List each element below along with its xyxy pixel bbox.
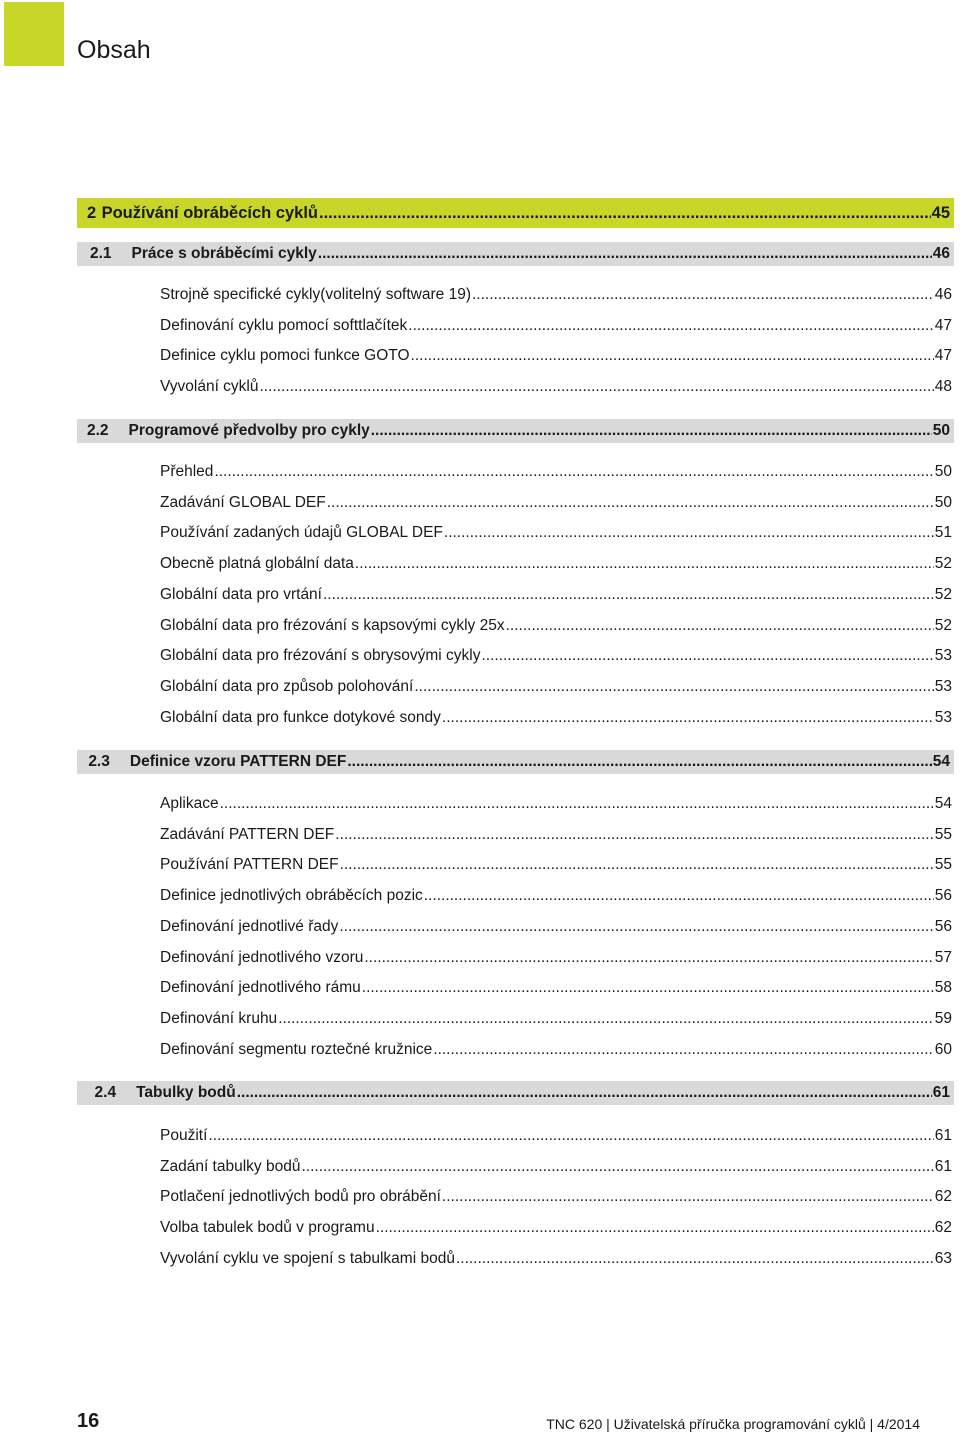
entry-page: 47: [934, 316, 952, 334]
leader-dots: [424, 887, 934, 905]
footer-page-number: 16: [77, 1410, 100, 1432]
entry-page: 60: [934, 1040, 952, 1058]
toc-entry-row[interactable]: [160, 853, 952, 877]
toc-entry-row[interactable]: [160, 884, 952, 908]
section-number: 2.2: [86, 422, 109, 439]
entry-page: 59: [934, 1009, 952, 1027]
entry-page: 62: [934, 1219, 952, 1237]
entry-title: Globální data pro vrtání: [160, 585, 322, 603]
leader-dots: [411, 347, 934, 365]
toc-entry-row[interactable]: [160, 521, 952, 545]
section-title: Tabulky bodů: [136, 1084, 236, 1101]
entry-title: Strojně specifické cykly(volitelný software 19): [160, 286, 471, 303]
leader-dots: [214, 463, 933, 481]
entry-page: 63: [934, 1249, 952, 1267]
section-page: 54: [932, 753, 950, 770]
toc-section-row[interactable]: [77, 750, 954, 774]
toc-entry-row[interactable]: [160, 614, 952, 638]
section-title: Definice vzoru PATTERN DEF: [129, 753, 347, 770]
leader-dots: [318, 245, 932, 263]
entry-page: 56: [934, 887, 952, 905]
section-page: 50: [932, 422, 950, 439]
toc-entry-row[interactable]: [160, 1155, 952, 1179]
entry-title: Přehled: [160, 463, 214, 480]
toc-entry-row[interactable]: [160, 491, 952, 515]
leader-dots: [335, 826, 933, 844]
entry-page: 52: [934, 555, 952, 573]
entry-title: Definice jednotlivých obráběcích pozic: [160, 887, 423, 905]
leader-dots: [355, 555, 934, 573]
entry-page: 61: [934, 1157, 952, 1175]
entry-title: Definování jednotlivého rámu: [160, 979, 361, 997]
toc-entry-row[interactable]: [160, 283, 952, 307]
toc-entry-row[interactable]: [160, 976, 952, 1000]
entry-title: Globální data pro způsob polohování: [160, 677, 414, 695]
entry-title: Aplikace: [160, 795, 219, 812]
entry-title: Vyvolání cyklu ve spojení s tabulkami bodů: [160, 1249, 455, 1267]
entry-page: 61: [934, 1127, 952, 1144]
entry-title: Volba tabulek bodů v programu: [160, 1219, 375, 1237]
leader-dots: [362, 979, 934, 997]
entry-title: Používání PATTERN DEF: [160, 856, 339, 874]
leader-dots: [481, 647, 933, 665]
toc-entry-row[interactable]: [160, 552, 952, 576]
header-accent-square: [4, 2, 64, 66]
entry-title: Zadávání PATTERN DEF: [160, 825, 335, 843]
leader-dots: [506, 617, 934, 635]
entry-title: Globální data pro funkce dotykové sondy: [160, 708, 441, 726]
toc-section-row[interactable]: [77, 242, 954, 266]
leader-dots: [319, 204, 931, 223]
toc-entry-row[interactable]: [160, 1124, 952, 1148]
entry-title: Definování cyklu pomocí softtlačítek: [160, 316, 408, 334]
footer-text: TNC 620 | Uživatelská příručka programování cyklů | 4/2014: [546, 1416, 920, 1432]
toc-entry-row[interactable]: [160, 1247, 952, 1271]
leader-dots: [301, 1158, 933, 1176]
leader-dots: [220, 795, 934, 813]
toc-entry-row[interactable]: [160, 915, 952, 939]
entry-page: 53: [934, 677, 952, 695]
leader-dots: [444, 524, 934, 542]
toc-entry-row[interactable]: [160, 644, 952, 668]
entry-page: 54: [934, 795, 952, 812]
leader-dots: [376, 1219, 934, 1237]
toc-section-row[interactable]: [77, 1081, 954, 1105]
leader-dots: [278, 1010, 934, 1028]
toc-entry-row[interactable]: [160, 1216, 952, 1240]
leader-dots: [323, 586, 934, 604]
chapter-title: Používání obráběcích cyklů: [101, 203, 318, 222]
entry-title: Potlačení jednotlivých bodů pro obrábění: [160, 1188, 441, 1206]
toc-entry-row[interactable]: [160, 792, 952, 816]
leader-dots: [371, 422, 932, 440]
entry-title: Definování kruhu: [160, 1009, 278, 1027]
entry-title: Definování jednotlivého vzoru: [160, 948, 364, 966]
entry-title: Globální data pro frézování s obrysovými cykly: [160, 647, 481, 665]
entry-page: 55: [934, 856, 952, 874]
page-title: Obsah: [77, 36, 151, 64]
leader-dots: [364, 949, 933, 967]
leader-dots: [456, 1250, 934, 1268]
leader-dots: [340, 856, 934, 874]
entry-page: 47: [934, 347, 952, 365]
entry-title: Použití: [160, 1127, 208, 1144]
section-title: Programové předvolby pro cykly: [128, 422, 370, 439]
leader-dots: [472, 286, 934, 304]
entry-page: 53: [934, 647, 952, 665]
section-title: Práce s obráběcími cykly: [131, 245, 317, 262]
leader-dots: [414, 678, 933, 696]
entry-title: Definování segmentu roztečné kružnice: [160, 1040, 433, 1058]
entry-title: Zadání tabulky bodů: [160, 1157, 301, 1175]
entry-page: 53: [934, 708, 952, 726]
chapter-page: 45: [931, 203, 950, 222]
toc-entry-row[interactable]: [160, 675, 952, 699]
entry-page: 50: [934, 493, 952, 511]
entry-page: 46: [934, 286, 952, 303]
leader-dots: [339, 918, 933, 936]
entry-page: 58: [934, 979, 952, 997]
entry-page: 48: [934, 378, 952, 396]
entry-page: 50: [934, 463, 952, 480]
toc-entry-row[interactable]: [160, 946, 952, 970]
entry-title: Vyvolání cyklů: [160, 378, 259, 396]
leader-dots: [442, 1188, 934, 1206]
entry-title: Definování jednotlivé řady: [160, 917, 339, 935]
toc-entry-row[interactable]: [160, 1185, 952, 1209]
toc-entry-row[interactable]: [160, 344, 952, 368]
entry-title: Používání zadaných údajů GLOBAL DEF: [160, 524, 443, 542]
leader-dots: [327, 494, 934, 512]
section-number: 2.3: [88, 753, 110, 770]
entry-page: 56: [934, 917, 952, 935]
section-number: 2.1: [89, 245, 112, 262]
section-page: 46: [932, 245, 950, 262]
entry-title: Obecně platná globální data: [160, 555, 354, 573]
toc-entry-row[interactable]: [160, 1038, 952, 1062]
entry-page: 55: [934, 825, 952, 843]
toc-entry-row[interactable]: [160, 823, 952, 847]
section-page: 61: [932, 1084, 950, 1101]
leader-dots: [433, 1041, 933, 1059]
leader-dots: [408, 317, 933, 335]
leader-dots: [237, 1084, 932, 1102]
toc-entry-row[interactable]: [160, 314, 952, 338]
entry-title: Globální data pro frézování s kapsovými cykly 25x: [160, 616, 505, 634]
entry-title: Definice cyklu pomoci funkce GOTO: [160, 347, 410, 365]
leader-dots: [347, 753, 931, 771]
leader-dots: [260, 378, 934, 396]
entry-page: 62: [934, 1188, 952, 1206]
toc-section-row[interactable]: [77, 419, 954, 443]
section-number: 2.4: [94, 1084, 117, 1101]
entry-title: Zadávání GLOBAL DEF: [160, 493, 326, 511]
entry-page: 52: [934, 616, 952, 634]
toc-entry-row[interactable]: [160, 706, 952, 730]
toc-entry-row[interactable]: [160, 1007, 952, 1031]
leader-dots: [208, 1127, 933, 1145]
chapter-number: 2: [87, 203, 97, 222]
entry-page: 57: [934, 948, 952, 966]
entry-page: 52: [934, 585, 952, 603]
toc-entry-row[interactable]: [160, 375, 952, 399]
leader-dots: [442, 709, 934, 727]
toc-entry-row[interactable]: [160, 460, 952, 484]
toc-chapter-row[interactable]: [77, 198, 954, 228]
entry-page: 51: [934, 524, 952, 542]
toc-entry-row[interactable]: [160, 583, 952, 607]
